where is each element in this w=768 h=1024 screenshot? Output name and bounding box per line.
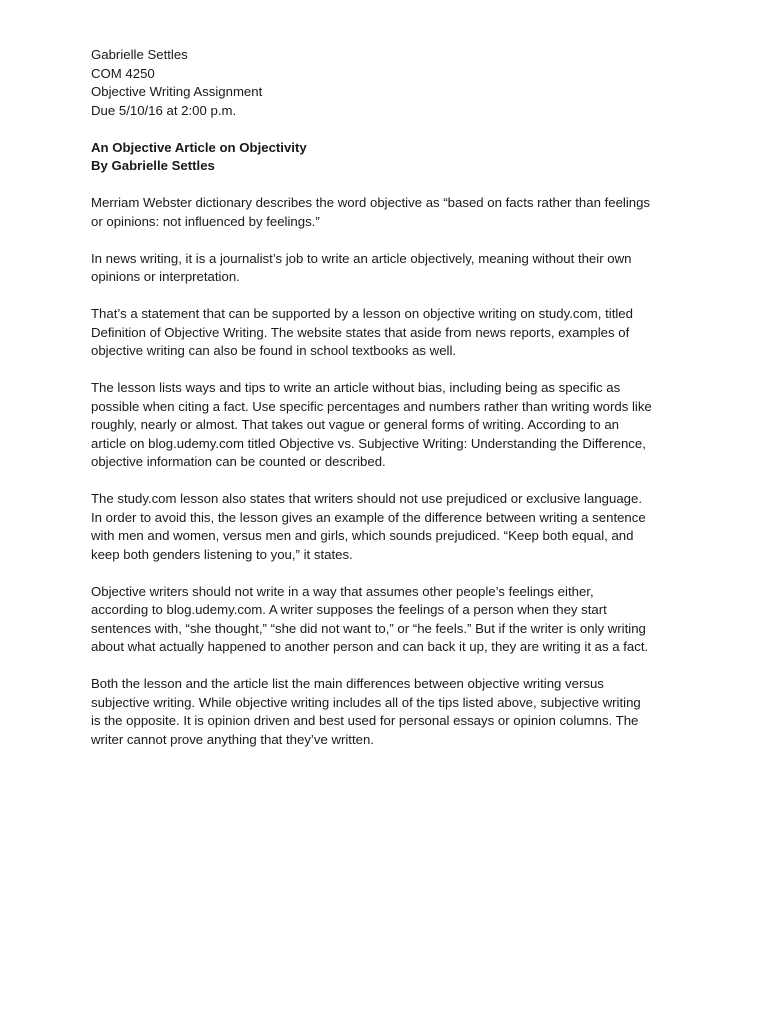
article-title: An Objective Article on Objectivity [91,139,307,155]
article-paragraph [91,490,691,564]
article-title-block [91,139,691,176]
paragraph-line: according to blog.udemy.com. A writer supposes the feelings of a person when they start [91,602,607,617]
paragraph-line: The study.com lesson also states that writers should not use prejudiced or exclusive language. [91,491,642,506]
article-paragraph [91,305,691,361]
paragraph-line: Objective writers should not write in a way that assumes other people’s feelings either, [91,583,594,599]
paragraph-line: or opinions: not influenced by feelings.” [91,213,320,229]
article-paragraph [91,583,691,657]
paragraph-line: Both the lesson and the article list the main differences between objective writing versus [91,676,604,691]
paragraph-line: That’s a statement that can be supported by a lesson on objective writing on study.com, titled [91,306,633,321]
paragraph-line: is the opposite. It is opinion driven and best used for personal essays or opinion columns. The [91,713,639,728]
paragraph-line: objective writing can also be found in school textbooks as well. [91,343,457,358]
due-date: Due 5/10/16 at 2:00 p.m. [91,102,237,118]
article-byline: By Gabrielle Settles [91,158,215,173]
article-paragraph [91,675,691,749]
document-heading [91,46,691,120]
assignment-name: Objective Writing Assignment [91,84,263,99]
paragraph-line: keep both genders listening to you,” it states. [91,546,353,562]
document-body [91,46,691,749]
article-paragraph [91,379,691,472]
paragraph-line: Definition of Objective Writing. The website states that aside from news reports, examples of [91,324,630,340]
article-paragraph [91,250,691,287]
paragraph-line: The lesson lists ways and tips to write an article without bias, including being as specific as [91,380,621,395]
author-name: Gabrielle Settles [91,47,188,62]
article-paragraphs [91,194,691,749]
paragraph-line: subjective writing. While objective writing includes all of the tips listed above, subjective writing [91,694,641,710]
paragraph-line: with men and women, versus men and girls, which sounds prejudiced. “Keep both equal, and [91,528,634,543]
article-paragraph [91,194,691,231]
paragraph-line: about what actually happened to another person and can back it up, they are writing it as a fact. [91,639,649,654]
course-number: COM 4250 [91,65,155,81]
paragraph-line: opinions or interpretation. [91,269,240,284]
paragraph-line: In news writing, it is a journalist’s job to write an article objectively, meaning without their own [91,250,632,266]
paragraph-line: possible when citing a fact. Use specific percentages and numbers rather than writing words like [91,398,652,414]
paragraph-line: In order to avoid this, the lesson gives an example of the difference between writing a sentence [91,509,646,525]
paragraph-line: writer cannot prove anything that they’ve written. [91,731,374,747]
paragraph-line: sentences with, “she thought,” “she did not want to,” or “he feels.” But if the writer is only writing [91,620,646,636]
paragraph-line: Merriam Webster dictionary describes the word objective as “based on facts rather than feelings [91,195,651,210]
paragraph-line: roughly, nearly or almost. That takes out vague or general forms of writing. According to an [91,417,620,432]
paragraph-line: article on blog.udemy.com titled Objective vs. Subjective Writing: Understanding the Difference, [91,435,646,451]
paragraph-line: objective information can be counted or described. [91,454,386,469]
